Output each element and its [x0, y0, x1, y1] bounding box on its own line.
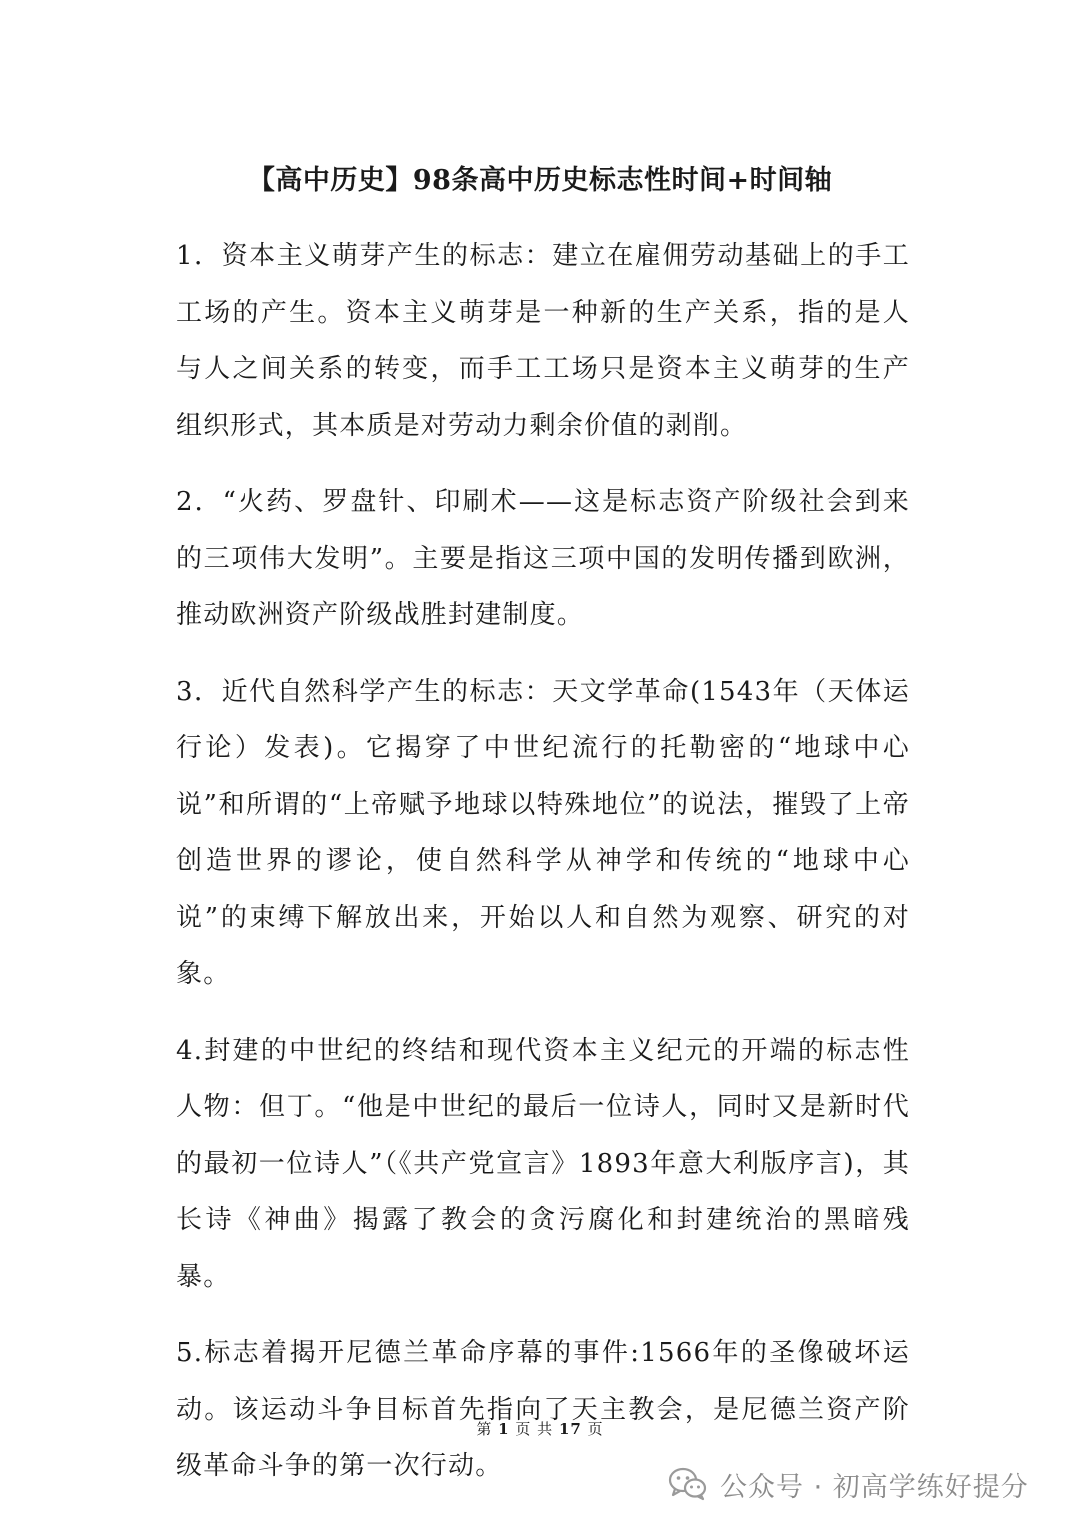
wechat-icon	[668, 1467, 708, 1501]
paragraph-5: 5.标志着揭开尼德兰革命序幕的事件:1566年的圣像破坏运动。该运动斗争目标首先指向了天主教会，是尼德兰资产阶级革命斗争的第一次行动。	[176, 1338, 910, 1481]
document-body	[176, 228, 910, 1515]
paragraph-2: 2．“火药、罗盘针、印刷术——这是标志资产阶级社会到来的三项伟大发明”。主要是指这三项中国的发明传播到欧洲，推动欧洲资产阶级战胜封建制度。	[176, 487, 910, 630]
paragraph-4: 4.封建的中世纪的终结和现代资本主义纪元的开端的标志性人物：但丁。“他是中世纪的最后一位诗人，同时又是新时代的最初一位诗人”（《共产党宣言》1893年意大利版序言)，其长诗《神曲》揭露了教会的贪污腐化和封建统治的黑暗残暴。	[176, 1035, 910, 1292]
paragraph-1: 1．资本主义萌芽产生的标志：建立在雇佣劳动基础上的手工工场的产生。资本主义萌芽是一种新的生产关系，指的是人与人之间关系的转变，而手工工场只是资本主义萌芽的生产组织形式，其本质是对劳动力剩余价值的剥削。	[176, 241, 910, 441]
document-title: 【高中历史】98条高中历史标志性时间+时间轴	[247, 165, 833, 196]
paragraph-3: 3．近代自然科学产生的标志：天文学革命(1543年（天体运行论）发表)。它揭穿了中世纪流行的托勒密的“地球中心说”和所谓的“上帝赋予地球以特殊地位”的说法，摧毁了上帝创造世界的谬论，使自然科学从神学和传统的“地球中心说”的束缚下解放出来，开始以人和自然为观察、研究的对象。	[176, 676, 910, 989]
page-footer	[0, 1418, 1080, 1439]
footer-middle: 页 共	[515, 1420, 554, 1438]
footer-suffix: 页	[587, 1420, 604, 1438]
footer-page-number: 1	[498, 1420, 510, 1438]
footer-prefix: 第	[476, 1420, 493, 1438]
watermark	[668, 1462, 1029, 1506]
watermark-text: 公众号 · 初高学练好提分	[720, 1471, 1029, 1503]
footer-total-pages: 17	[558, 1420, 582, 1438]
